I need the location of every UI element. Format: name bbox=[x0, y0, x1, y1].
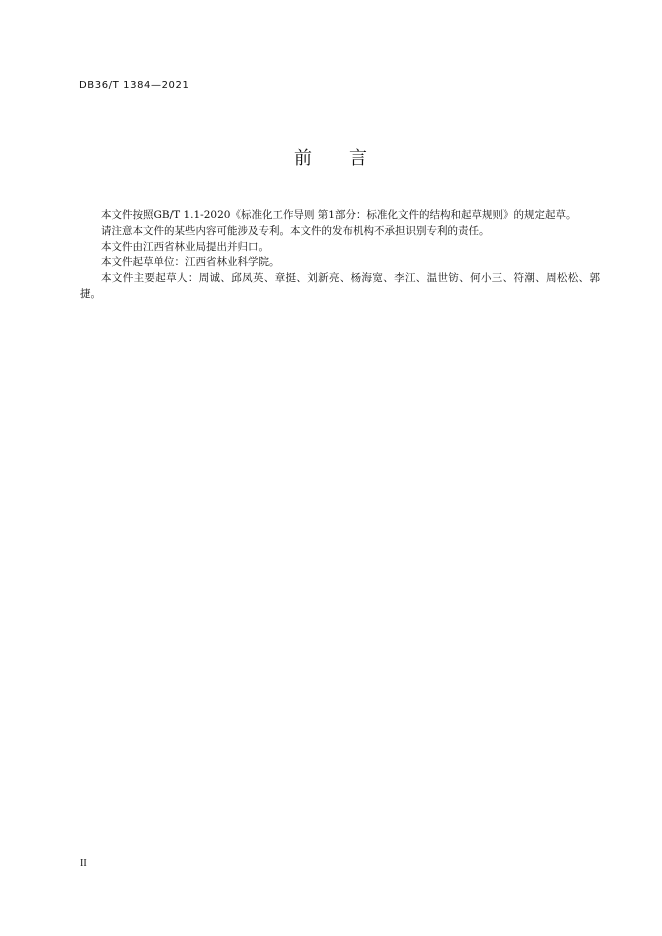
paragraph-proposer: 本文件由江西省林业局提出并归口。 bbox=[101, 240, 269, 253]
document-code: DB36/T 1384—2021 bbox=[79, 80, 190, 91]
page-number: II bbox=[80, 858, 87, 869]
paragraph-drafting-unit: 本文件起草单位：江西省林业科学院。 bbox=[101, 256, 280, 269]
paragraph-patent-notice: 请注意本文件的某些内容可能涉及专利。本文件的发布机构不承担识别专利的责任。 bbox=[101, 224, 490, 237]
paragraph-drafters: 本文件主要起草人：周诚、邱凤英、章挺、刘新亮、杨海宽、李江、温世钫、何小三、符潮、周松松、郭捷。 bbox=[80, 272, 600, 300]
title-char-2: 言 bbox=[349, 148, 368, 169]
title-char-1: 前 bbox=[294, 148, 313, 169]
foreword-body bbox=[80, 208, 600, 303]
page-title bbox=[0, 148, 662, 170]
paragraph-standard-basis: 本文件按照GB/T 1.1-2020《标准化工作导则 第1部分：标准化文件的结构和起草规则》的规定起草。 bbox=[101, 209, 577, 221]
